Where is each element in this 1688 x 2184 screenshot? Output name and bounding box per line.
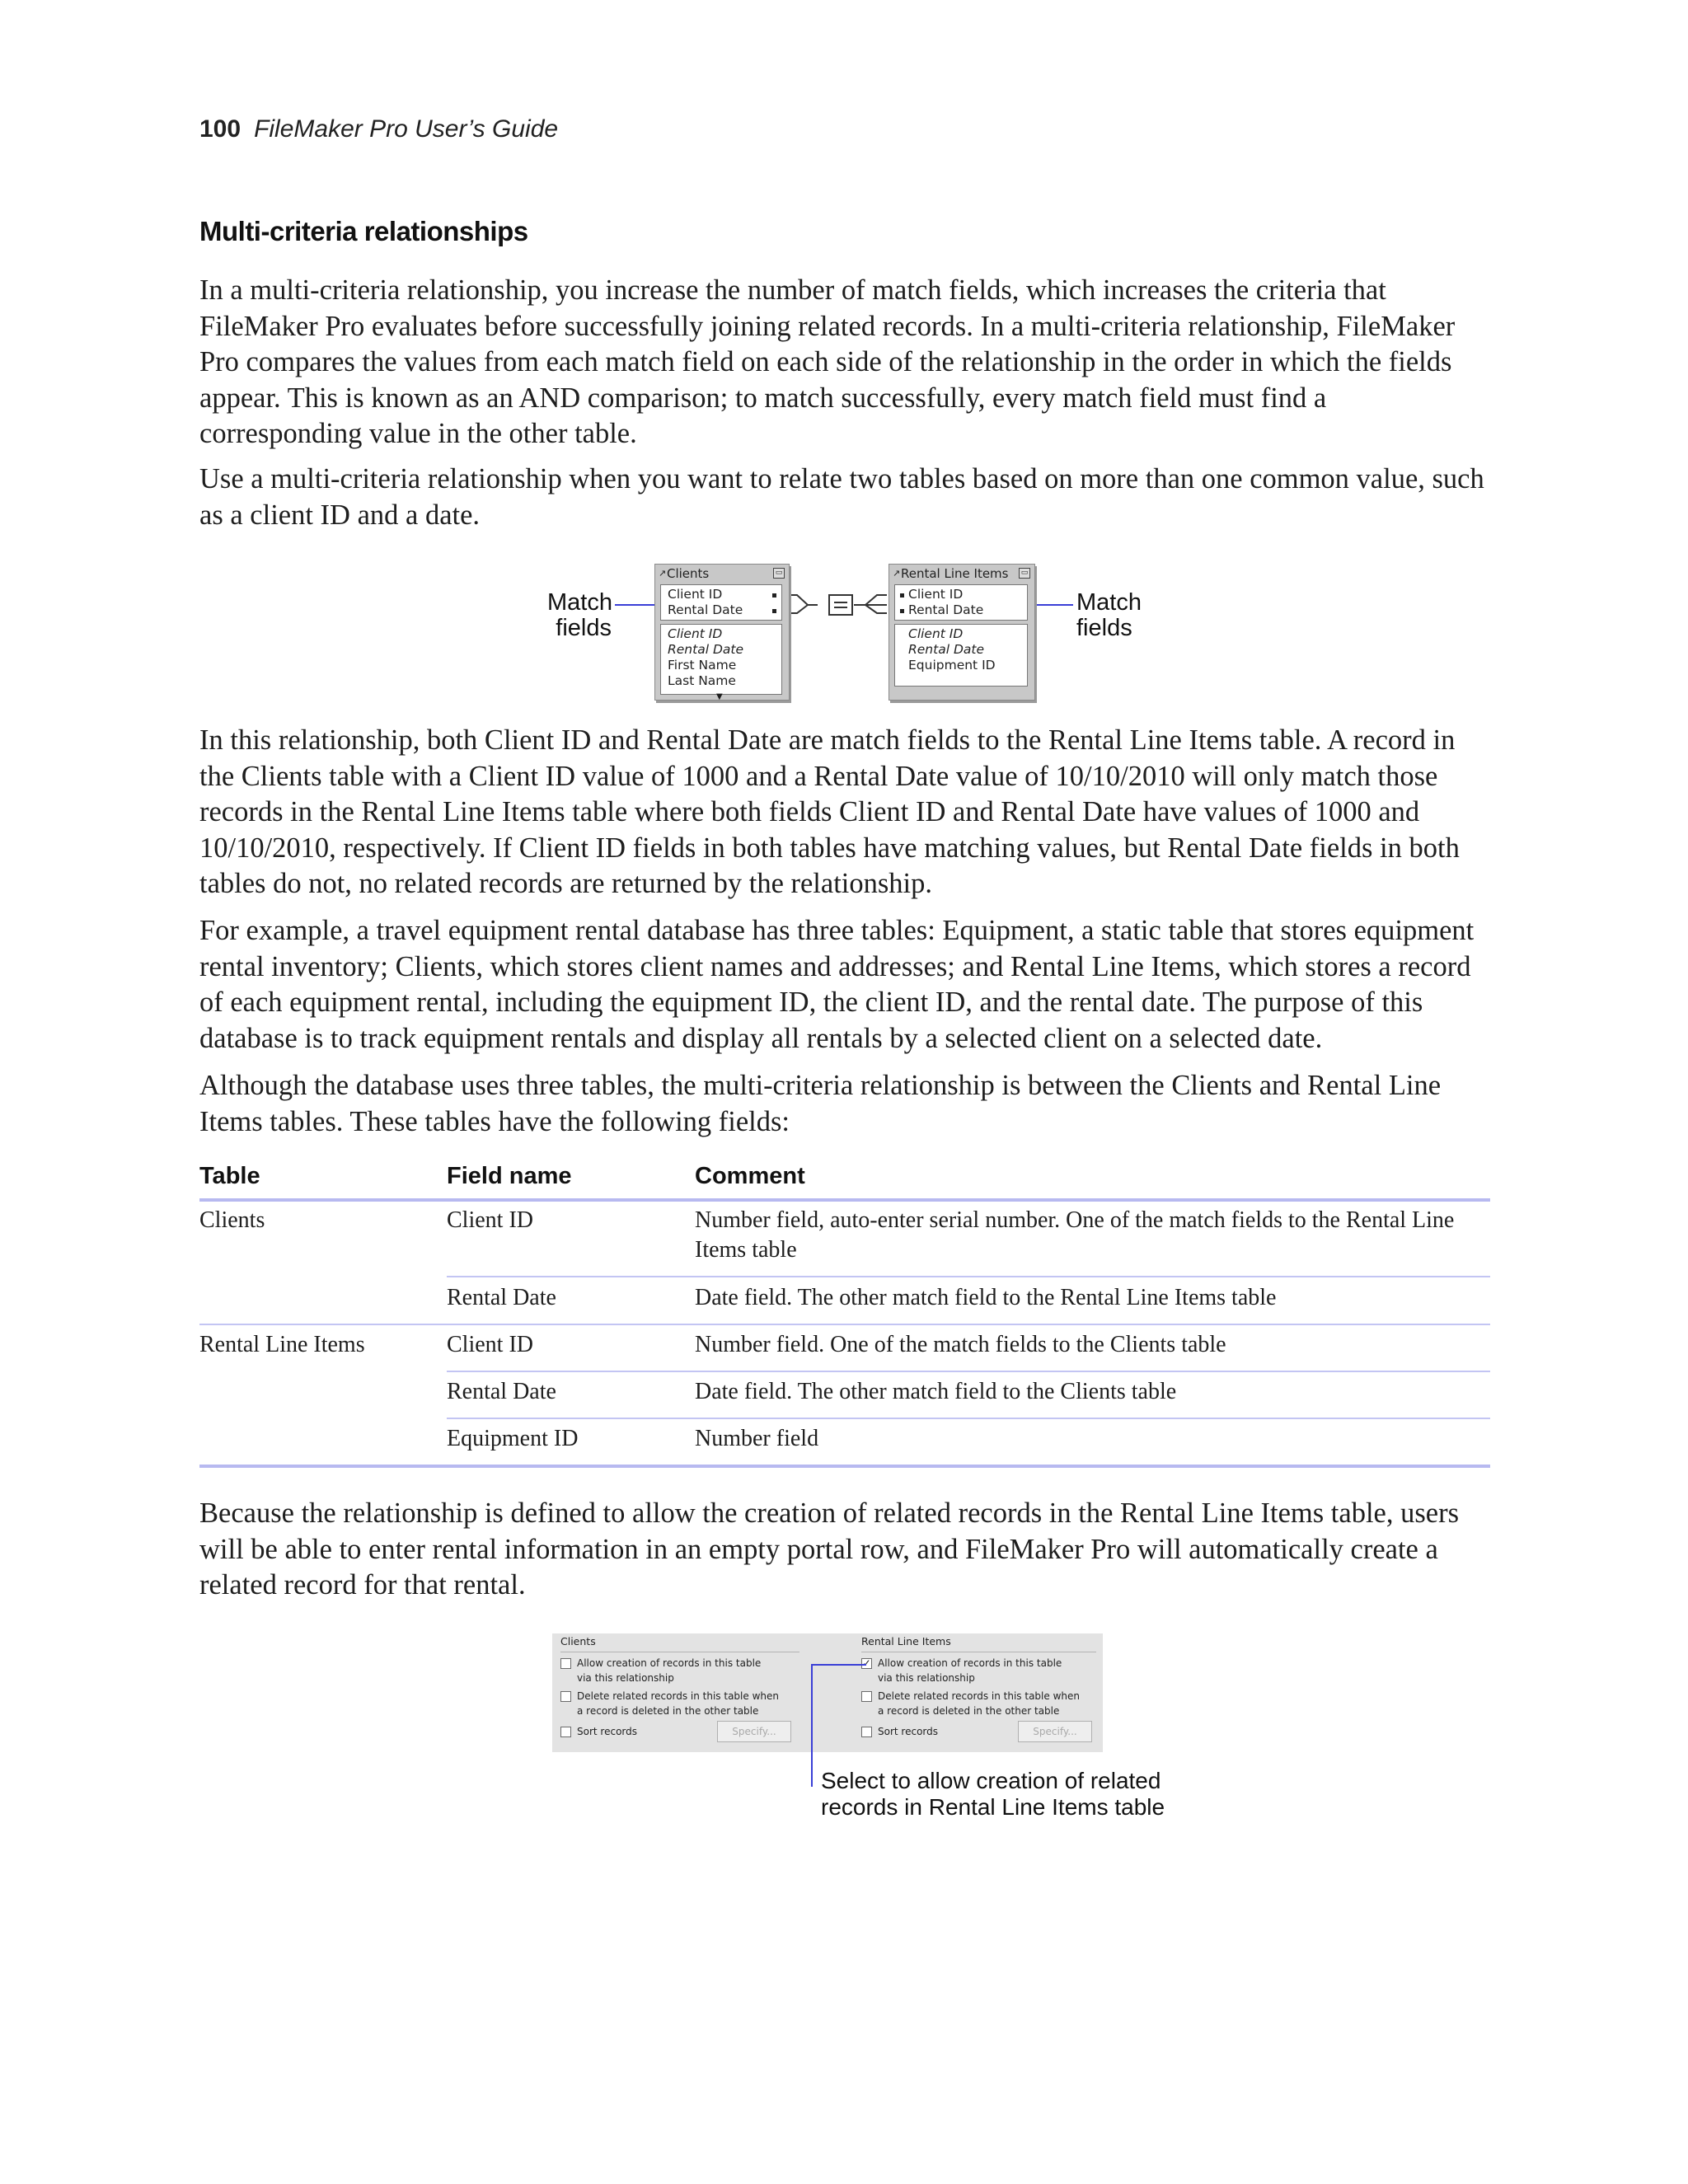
clients-allow-create-label xyxy=(577,1656,761,1685)
rental-line-items-field[interactable]: Client ID xyxy=(908,626,964,641)
guide-title: FileMaker Pro User’s Guide xyxy=(254,115,559,143)
table-cell-comment: Date field. The other match field to the Rental Line Items table xyxy=(695,1285,1277,1310)
table-header-rule xyxy=(199,1198,1490,1202)
collapse-icon[interactable]: ▭ xyxy=(773,568,785,579)
rental-line-items-allow-create-checkbox[interactable]: ✓ xyxy=(862,1657,871,1669)
relationship-options-dialog xyxy=(552,1633,1103,1752)
clients-sort-records-checkbox[interactable] xyxy=(560,1727,571,1737)
connector-dot-icon xyxy=(900,593,904,598)
option-label-line: Allow creation of records in this table xyxy=(577,1657,762,1669)
table-cell-comment: Number field, auto-enter serial number. One of the match fields to the Rental Line Items table xyxy=(695,1207,1455,1263)
page-number: 100 xyxy=(199,115,241,143)
rental-line-items-specify-button[interactable]: Specify... xyxy=(1018,1721,1092,1742)
table-cell-field: Client ID xyxy=(447,1207,533,1233)
right-match-fields-callout xyxy=(1076,590,1142,641)
rental-line-items-field[interactable]: Equipment ID xyxy=(908,658,996,673)
paragraph-relationship-explanation: In this relationship, both Client ID and Rental Date are match fields to the Rental Line Items table. A record in the Clients table with a Client ID value of 1000 and a Rental Date value of 10/10/2010 will only match those records in the Rental Line Items table where both fields Client ID and Rental Date have values of 1000 and 10/10/2010, respectively. If Client ID fields in both tables have matching values, but Rental Date fields in both tables do not, no related records are returned by the relationship. xyxy=(199,724,1460,899)
table-row-rule xyxy=(447,1371,1490,1372)
paragraph-portal-creation: Because the relationship is defined to allow the creation of related records in the Rental Line Items table, users will be able to enter rental information in an empty portal row, and FileMaker Pro will automatically create a related record for that rental. xyxy=(199,1497,1460,1601)
table-cell-table: Clients xyxy=(199,1207,265,1233)
relationship-connector xyxy=(789,595,887,615)
rental-line-items-delete-related-label xyxy=(878,1689,1080,1718)
clients-field[interactable]: First Name xyxy=(668,658,737,673)
left-callout-line1: Match xyxy=(547,589,612,616)
table-arrow-icon: ↗ xyxy=(659,568,667,579)
paragraph-example: For example, a travel equipment rental database has three tables: Equipment, a static table that stores equipment rental inventory; Clients, which stores client names and addresses; and Rental Line Items, which stores a record of each equipment rental, including the equipment ID, the client ID, and the rental date. The purpose of this database is to track equipment rentals and display all rentals by a selected client on a selected date. xyxy=(199,915,1475,1054)
rental-line-items-match-pane xyxy=(894,584,1028,621)
running-header xyxy=(199,115,558,143)
clients-match-field[interactable]: Rental Date xyxy=(668,602,743,617)
clients-match-field[interactable]: Client ID xyxy=(668,587,723,602)
rental-line-items-match-field[interactable]: Rental Date xyxy=(908,602,984,617)
rental-line-items-title-bar[interactable] xyxy=(889,565,1034,583)
clients-title: Clients xyxy=(667,566,710,581)
table-cell-comment: Date field. The other match field to the Clients table xyxy=(695,1379,1177,1404)
clients-title-bar[interactable] xyxy=(655,565,789,583)
table-cell-comment: Number field. One of the match fields to the Clients table xyxy=(695,1332,1226,1357)
left-match-fields-callout xyxy=(547,590,612,641)
dialog-caption xyxy=(821,1768,1167,1821)
paragraph-tables-intro: Although the database uses three tables, the multi-criteria relationship is between the Clients and Rental Line Items tables. These tables have the following fields: xyxy=(199,1070,1442,1137)
clients-field[interactable]: Last Name xyxy=(668,673,736,688)
clients-specify-button[interactable]: Specify... xyxy=(717,1721,791,1742)
table-cell-table: Rental Line Items xyxy=(199,1332,365,1357)
table-row-rule xyxy=(447,1276,1490,1277)
table-header-comment: Comment xyxy=(695,1163,805,1189)
table-cell-field: Equipment ID xyxy=(447,1426,579,1451)
clients-field-list xyxy=(660,624,782,695)
clients-table-occurrence[interactable] xyxy=(654,564,790,701)
option-label-line: via this relationship xyxy=(577,1672,674,1684)
rental-line-items-match-field[interactable]: Client ID xyxy=(908,587,964,602)
rental-line-items-delete-related-checkbox[interactable] xyxy=(861,1691,872,1702)
option-label-line: Allow creation of records in this table xyxy=(878,1657,1062,1669)
right-callout-line1: Match xyxy=(1076,589,1142,616)
table-bottom-rule xyxy=(199,1465,1490,1468)
table-row-rule xyxy=(447,1418,1490,1419)
connector-dot-icon xyxy=(900,609,904,613)
option-label-line: via this relationship xyxy=(878,1672,975,1684)
section-heading: Multi-criteria relationships xyxy=(199,216,528,246)
table-row-rule xyxy=(199,1324,1490,1325)
table-header-field-name: Field name xyxy=(447,1163,572,1189)
paragraph-use-case: Use a multi-criteria relationship when you want to relate two tables based on more than one common value, such as a client ID and a date. xyxy=(199,463,1484,531)
table-cell-field: Rental Date xyxy=(447,1285,556,1310)
table-header-table: Table xyxy=(199,1163,260,1189)
option-label-line: Delete related records in this table when xyxy=(577,1690,779,1702)
clients-match-pane xyxy=(660,584,782,621)
connector-dot-icon xyxy=(772,593,776,598)
clients-delete-related-label xyxy=(577,1689,779,1718)
clients-field[interactable]: Rental Date xyxy=(668,642,743,657)
left-callout-line2: fields xyxy=(556,615,612,641)
rental-line-items-field-list xyxy=(894,624,1028,687)
collapse-icon[interactable]: ▭ xyxy=(1019,568,1030,579)
rental-line-items-allow-create-label xyxy=(878,1656,1062,1685)
clients-sort-records-label: Sort records xyxy=(577,1726,637,1737)
option-label-line: a record is deleted in the other table xyxy=(577,1705,759,1717)
rental-line-items-sort-records-checkbox[interactable] xyxy=(861,1727,872,1737)
option-label-line: a record is deleted in the other table xyxy=(878,1705,1060,1717)
clients-delete-related-checkbox[interactable] xyxy=(560,1691,571,1702)
rental-line-items-sort-records-label: Sort records xyxy=(878,1726,938,1737)
rental-line-items-table-occurrence[interactable] xyxy=(889,564,1035,701)
table-cell-field: Rental Date xyxy=(447,1379,556,1404)
scroll-down-icon[interactable]: ▼ xyxy=(716,692,723,701)
option-label-line: Delete related records in this table when xyxy=(878,1690,1080,1702)
clients-allow-create-checkbox[interactable] xyxy=(560,1658,571,1669)
table-arrow-icon: ↗ xyxy=(893,568,901,579)
paragraph-multi-criteria-intro: In a multi-criteria relationship, you increase the number of match fields, which increases the criteria that FileMaker Pro evaluates before successfully joining related records. In a multi-criteria relationship, FileMaker Pro compares the values from each match field on each side of the relationship in the order in which the fields appear. This is known as an AND comparison; to match successfully, every match field must find a corresponding value in the other table. xyxy=(199,274,1456,449)
table-cell-comment: Number field xyxy=(695,1426,819,1451)
caption-line: Select to allow creation of related xyxy=(821,1768,1161,1793)
connector-dot-icon xyxy=(772,609,776,613)
clients-group-title: Clients xyxy=(560,1635,596,1647)
clients-field[interactable]: Client ID xyxy=(668,626,723,641)
caption-line: records in Rental Line Items table xyxy=(821,1794,1165,1820)
rental-line-items-title: Rental Line Items xyxy=(901,566,1009,581)
table-cell-field: Client ID xyxy=(447,1332,533,1357)
rental-line-items-field[interactable]: Rental Date xyxy=(908,642,984,657)
right-callout-line2: fields xyxy=(1076,615,1132,641)
rental-line-items-group-title: Rental Line Items xyxy=(861,1635,951,1647)
